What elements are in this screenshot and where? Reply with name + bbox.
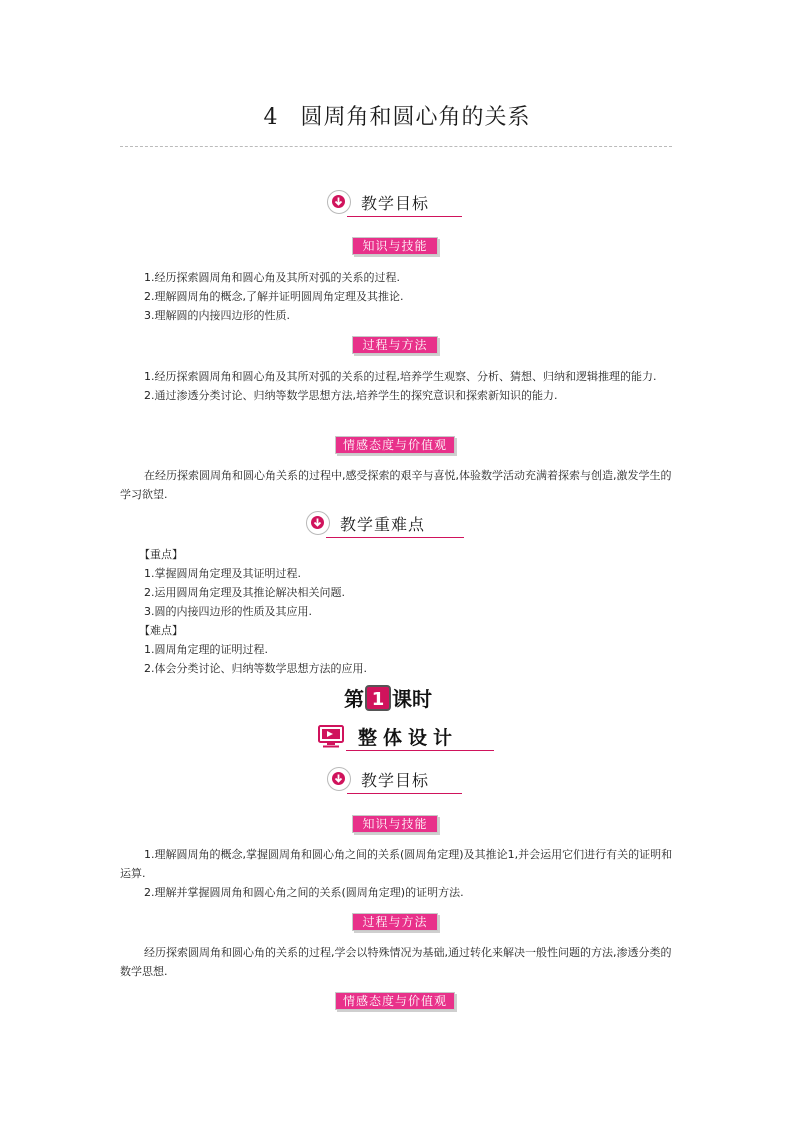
section-header-objectives-lesson1	[327, 767, 477, 799]
list-item: 3.圆的内接四边形的性质及其应用.	[144, 605, 312, 618]
lesson-prefix: 第	[344, 687, 364, 711]
overall-design-label: 整体设计	[358, 727, 459, 749]
download-arrow-icon	[327, 767, 351, 791]
lesson-suffix: 课时	[392, 687, 432, 711]
list-item: 1.圆周角定理的证明过程.	[144, 643, 268, 656]
badge-process-methods: 过程与方法	[352, 336, 438, 354]
list-item: 1.经历探索圆周角和圆心角及其所对弧的关系的过程.	[144, 271, 400, 284]
title-text: 圆周角和圆心角的关系	[300, 105, 531, 130]
monitor-icon	[318, 725, 344, 749]
lesson-number-badge: 1	[365, 685, 391, 711]
list-item: 1.理解圆周角的概念,掌握圆周角和圆心角之间的关系(圆周角定理)及其推论1,并会运用它们进行有关的证明和运算.	[120, 848, 673, 880]
key-label: 【重点】	[139, 548, 183, 561]
emotion-paragraph-1: 在经历探索圆周角和圆心角关系的过程中,感受探索的艰辛与喜悦,体验数学活动充满着探索与创造,激发学生的学习欲望.	[120, 469, 672, 501]
process-list-1	[120, 367, 680, 405]
knowledge-list-2	[120, 845, 680, 902]
list-item: 2.运用圆周角定理及其推论解决相关问题.	[144, 586, 345, 599]
badge-emotion-values: 情感态度与价值观	[335, 436, 455, 454]
page-title	[0, 100, 794, 131]
list-item: 2.体会分类讨论、归纳等数学思想方法的应用.	[144, 662, 367, 675]
download-arrow-icon	[306, 511, 330, 535]
badge-knowledge-skills: 知识与技能	[352, 237, 438, 255]
section-header-key-points	[306, 511, 456, 543]
section-header-label: 教学目标	[361, 194, 430, 213]
list-item: 1.经历探索圆周角和圆心角及其所对弧的关系的过程,培养学生观察、分析、猜想、归纳和逻辑推理的能力.	[144, 370, 657, 383]
list-item: 2.理解圆周角的概念,了解并证明圆周角定理及其推论.	[144, 290, 404, 303]
download-arrow-icon	[327, 190, 351, 214]
list-item: 2.通过渗透分类讨论、归纳等数学思想方法,培养学生的探究意识和探索新知识的能力.	[144, 389, 558, 402]
list-item: 2.理解并掌握圆周角和圆心角之间的关系(圆周角定理)的证明方法.	[144, 886, 464, 899]
key-points-list	[120, 545, 680, 678]
badge-process-methods: 过程与方法	[352, 913, 438, 931]
process-paragraph-2: 经历探索圆周角和圆心角的关系的过程,学会以特殊情况为基础,通过转化来解决一般性问题的方法,渗透分类的数学思想.	[120, 946, 672, 978]
list-item: 1.掌握圆周角定理及其证明过程.	[144, 567, 301, 580]
section-number: 4	[263, 105, 279, 130]
badge-emotion-values: 情感态度与价值观	[335, 992, 455, 1010]
list-item: 3.理解圆的内接四边形的性质.	[144, 309, 290, 322]
knowledge-list-1	[120, 268, 680, 325]
difficulty-label: 【难点】	[139, 624, 183, 637]
badge-knowledge-skills: 知识与技能	[352, 815, 438, 833]
title-divider	[120, 146, 672, 147]
section-header-label: 教学重难点	[340, 515, 426, 534]
overall-design-header	[318, 723, 498, 753]
lesson-heading	[344, 683, 432, 713]
section-header-label: 教学目标	[361, 771, 430, 790]
section-header-objectives	[327, 190, 477, 222]
